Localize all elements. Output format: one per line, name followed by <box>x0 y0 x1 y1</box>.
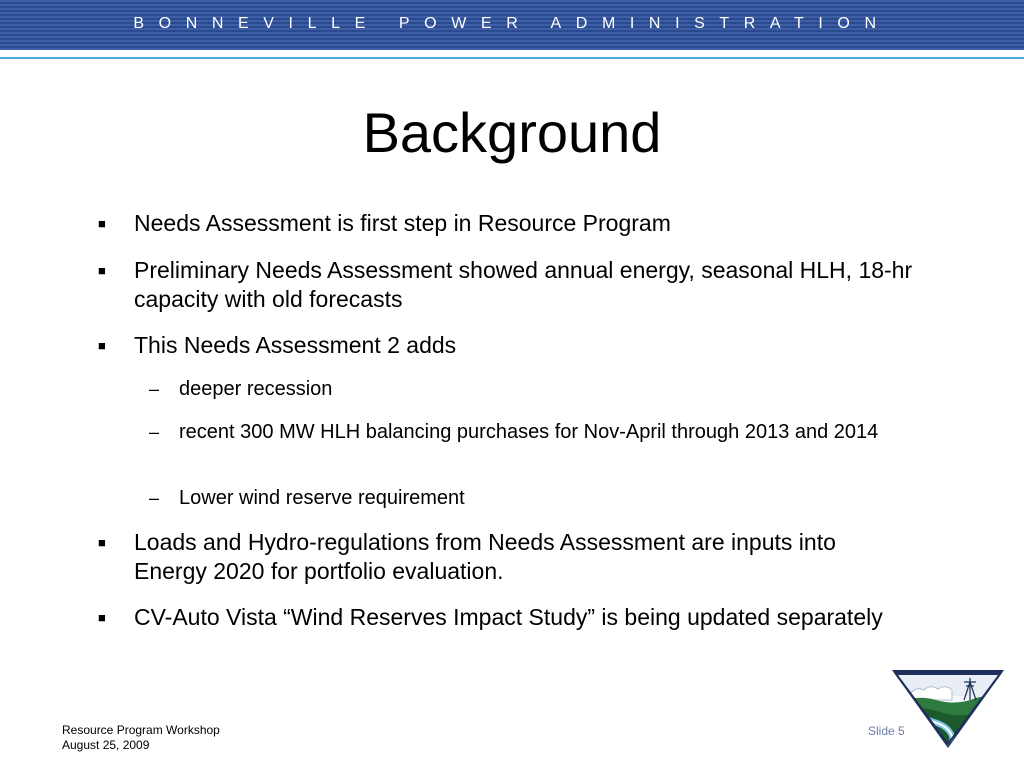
dash-bullet-icon: – <box>149 379 160 399</box>
header-band <box>0 0 1024 50</box>
square-bullet-icon: ■ <box>98 535 106 550</box>
bullet-item <box>98 331 914 360</box>
sub-bullet-item <box>149 486 879 511</box>
square-bullet-icon: ■ <box>98 263 106 278</box>
footer-date: August 25, 2009 <box>62 738 150 752</box>
sub-bullet-item <box>149 420 879 445</box>
bpa-logo-icon <box>890 668 1006 750</box>
dash-bullet-icon: – <box>149 422 160 442</box>
square-bullet-icon: ■ <box>98 610 106 625</box>
bullet-text: Loads and Hydro-regulations from Needs Assessment are inputs into Energy 2020 for portfolio evaluation. <box>134 529 836 584</box>
header-divider <box>0 57 1024 59</box>
bullet-item <box>98 256 914 314</box>
bullet-item <box>98 528 914 586</box>
sub-bullet-item <box>149 377 879 402</box>
slide-title: Background <box>362 101 662 164</box>
sub-bullet-text: recent 300 MW HLH balancing purchases for Nov-April through 2013 and 2014 <box>179 421 879 443</box>
footer-info <box>62 723 220 753</box>
bullet-text: Preliminary Needs Assessment showed annual energy, seasonal HLH, 18-hr capacity with old forecasts <box>134 257 913 312</box>
bullet-item <box>98 603 914 632</box>
square-bullet-icon: ■ <box>98 216 106 231</box>
dash-bullet-icon: – <box>149 488 160 508</box>
bullet-item <box>98 209 914 238</box>
square-bullet-icon: ■ <box>98 338 106 353</box>
organization-name: BONNEVILLE POWER ADMINISTRATION <box>133 15 891 32</box>
slide-number: Slide 5 <box>868 724 905 738</box>
sub-bullet-text: deeper recession <box>179 378 333 400</box>
footer-event: Resource Program Workshop <box>62 723 220 737</box>
bullet-text: CV-Auto Vista “Wind Reserves Impact Study” is being updated separately <box>134 604 883 630</box>
bullet-text: This Needs Assessment 2 adds <box>134 332 457 358</box>
sub-bullet-text: Lower wind reserve requirement <box>179 487 465 509</box>
bullet-text: Needs Assessment is first step in Resource Program <box>134 210 671 236</box>
